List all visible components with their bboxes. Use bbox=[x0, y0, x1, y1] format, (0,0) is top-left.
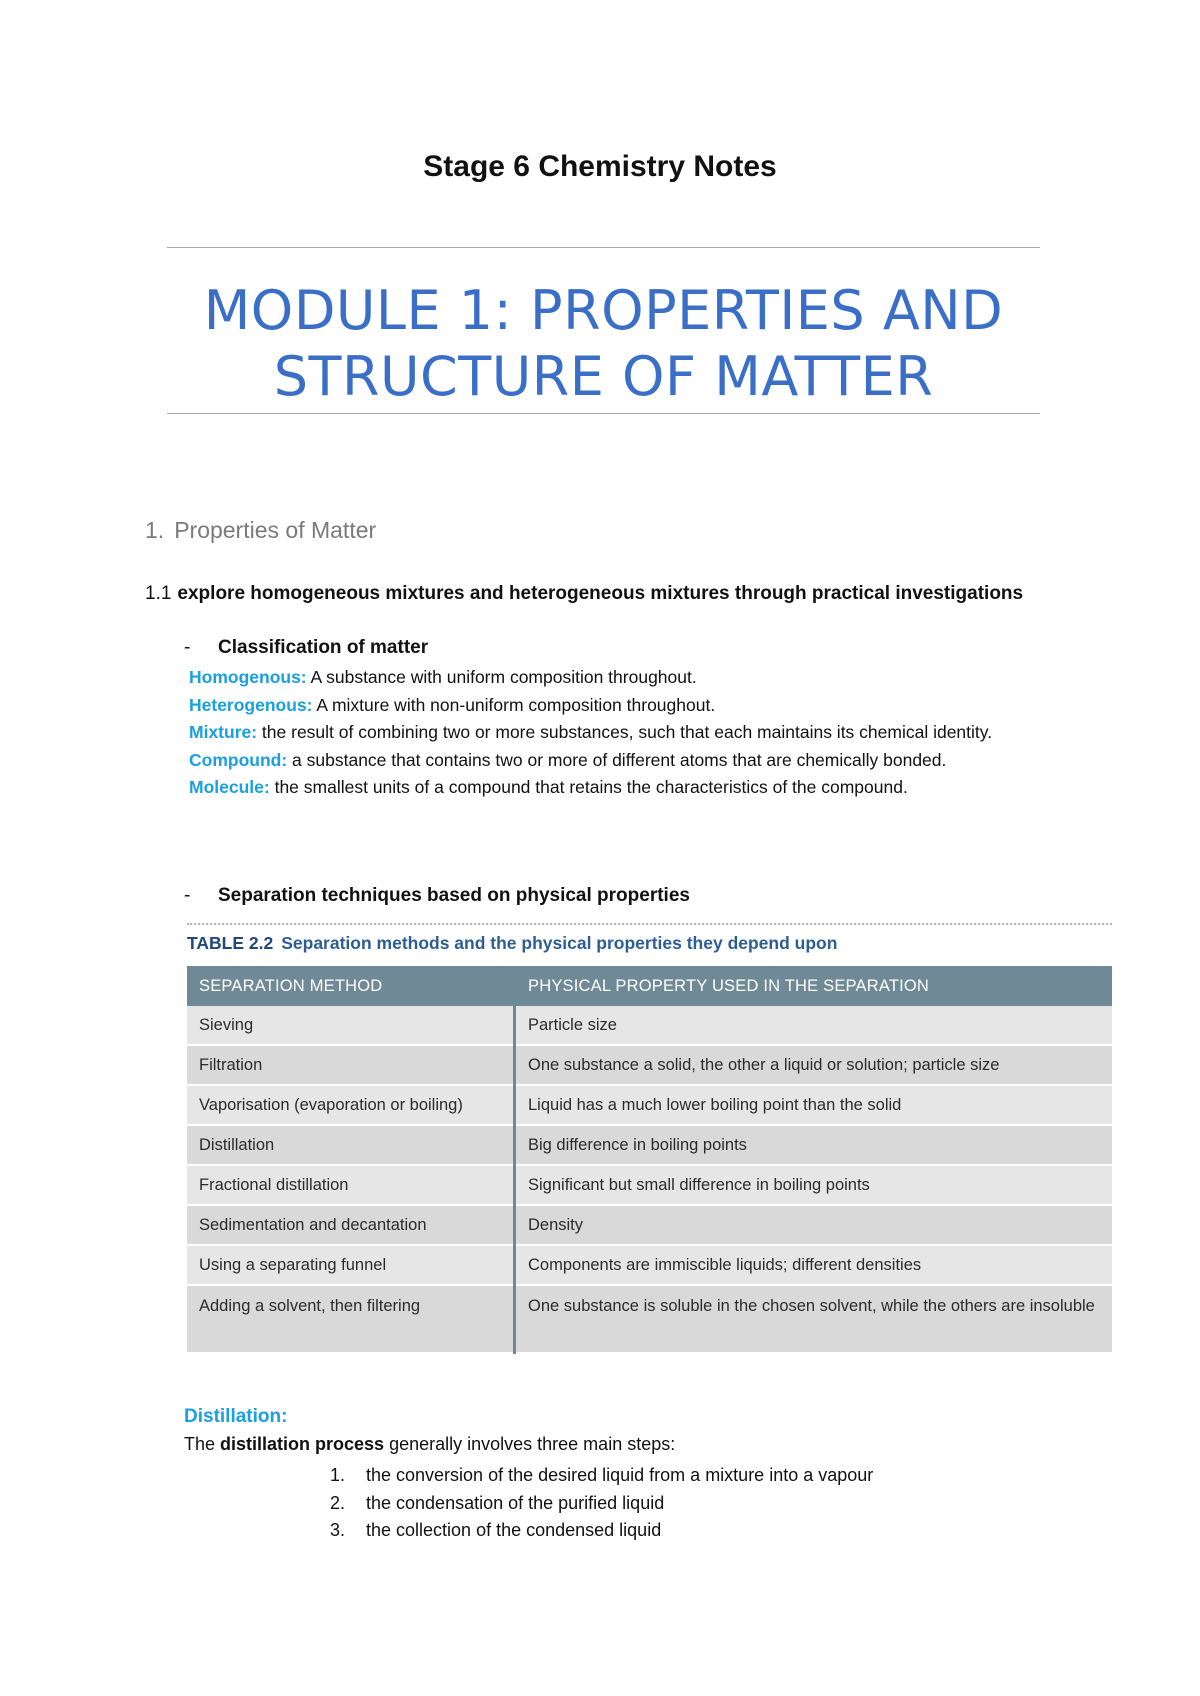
method-cell: Sieving bbox=[187, 1006, 515, 1045]
classification-heading: Classification of matter bbox=[218, 637, 429, 658]
table-dotted-rule bbox=[187, 923, 1112, 925]
step-text: the conversion of the desired liquid from a mixture into a vapour bbox=[366, 1465, 874, 1485]
distillation-step bbox=[330, 1462, 873, 1490]
property-cell: Components are immiscible liquids; different densities bbox=[515, 1245, 1113, 1285]
document-title: Stage 6 Chemistry Notes bbox=[423, 150, 777, 183]
table-row bbox=[187, 1165, 1112, 1205]
column-header: SEPARATION METHOD bbox=[187, 966, 515, 1006]
definition-item bbox=[189, 664, 1069, 692]
distillation-intro bbox=[184, 1434, 675, 1455]
step-number: 2. bbox=[330, 1492, 346, 1513]
method-cell: Adding a solvent, then filtering bbox=[187, 1285, 515, 1353]
method-cell: Vaporisation (evaporation or boiling) bbox=[187, 1085, 515, 1125]
separation-table bbox=[187, 966, 1112, 1354]
definition-term: Compound: bbox=[189, 749, 288, 770]
definition-text: A mixture with non-uniform composition throughout. bbox=[312, 694, 716, 715]
distillation-step bbox=[330, 1517, 873, 1545]
table-row bbox=[187, 1245, 1112, 1285]
distillation-steps bbox=[330, 1462, 873, 1545]
section-heading bbox=[145, 517, 376, 544]
definition-item bbox=[189, 719, 1069, 747]
intro-text: generally involves three main steps: bbox=[384, 1434, 676, 1454]
property-cell: One substance a solid, the other a liquid or solution; particle size bbox=[515, 1045, 1113, 1085]
subsection-code: 1.1 bbox=[145, 583, 172, 604]
table-row bbox=[187, 1006, 1112, 1045]
distillation-step bbox=[330, 1490, 873, 1518]
definition-text: A substance with uniform composition throughout. bbox=[306, 667, 697, 687]
subsection-text: explore homogeneous mixtures and heterogeneous mixtures through practical investigations bbox=[177, 583, 1024, 604]
definition-term: Homogenous: bbox=[189, 667, 307, 687]
definition-text: a substance that contains two or more of different atoms that are chemically bonded. bbox=[287, 749, 947, 770]
property-cell: Density bbox=[515, 1205, 1113, 1245]
module-title-line-2: STRUCTURE OF MATTER bbox=[273, 345, 934, 408]
section-title: Properties of Matter bbox=[174, 517, 377, 543]
method-cell: Distillation bbox=[187, 1125, 515, 1165]
separation-heading: Separation techniques based on physical properties bbox=[218, 885, 690, 906]
table-label: TABLE 2.2 bbox=[187, 933, 274, 953]
module-title-line-1: MODULE 1: PROPERTIES AND bbox=[203, 279, 1004, 342]
intro-text: The bbox=[184, 1434, 221, 1454]
column-header: PHYSICAL PROPERTY USED IN THE SEPARATION bbox=[515, 966, 1113, 1006]
method-cell: Fractional distillation bbox=[187, 1165, 515, 1205]
definition-term: Molecule: bbox=[189, 777, 270, 797]
table-row bbox=[187, 1045, 1112, 1085]
property-cell: One substance is soluble in the chosen solvent, while the others are insoluble bbox=[515, 1285, 1113, 1353]
table-row bbox=[187, 1205, 1112, 1245]
bullet-dash: - bbox=[184, 637, 191, 658]
distillation-heading: Distillation: bbox=[184, 1406, 288, 1427]
step-number: 1. bbox=[330, 1465, 346, 1485]
method-cell: Using a separating funnel bbox=[187, 1245, 515, 1285]
step-number: 3. bbox=[330, 1520, 346, 1540]
step-text: the condensation of the purified liquid bbox=[366, 1492, 665, 1513]
method-cell: Sedimentation and decantation bbox=[187, 1205, 515, 1245]
table-title: Separation methods and the physical properties they depend upon bbox=[281, 933, 838, 953]
property-cell: Big difference in boiling points bbox=[515, 1125, 1113, 1165]
method-cell: Filtration bbox=[187, 1045, 515, 1085]
definition-term: Mixture: bbox=[189, 722, 258, 742]
table-row bbox=[187, 1125, 1112, 1165]
bullet-dash: - bbox=[184, 885, 191, 906]
definition-text: the smallest units of a compound that retains the characteristics of the compound. bbox=[269, 777, 908, 797]
definition-text: the result of combining two or more substances, such that each maintains its chemical identity. bbox=[257, 722, 993, 742]
title-bottom-rule bbox=[167, 413, 1040, 414]
section-number: 1. bbox=[145, 517, 165, 543]
definition-item bbox=[189, 774, 1069, 802]
property-cell: Significant but small difference in boiling points bbox=[515, 1165, 1113, 1205]
definition-item bbox=[189, 692, 1069, 720]
table-caption bbox=[187, 933, 837, 954]
definition-term: Heterogenous: bbox=[189, 694, 313, 715]
separation-bullet bbox=[184, 885, 690, 907]
intro-bold-text: distillation process bbox=[220, 1434, 385, 1454]
table-row bbox=[187, 1085, 1112, 1125]
module-title bbox=[167, 278, 1040, 410]
title-top-rule bbox=[167, 247, 1040, 248]
definition-item bbox=[189, 747, 1069, 775]
property-cell: Particle size bbox=[515, 1006, 1113, 1045]
step-text: the collection of the condensed liquid bbox=[366, 1520, 662, 1540]
classification-bullet bbox=[184, 637, 428, 659]
table-header-row bbox=[187, 966, 1112, 1006]
property-cell: Liquid has a much lower boiling point than the solid bbox=[515, 1085, 1113, 1125]
table-row bbox=[187, 1285, 1112, 1353]
subsection-heading bbox=[145, 583, 1023, 605]
definitions-list bbox=[189, 664, 1069, 802]
